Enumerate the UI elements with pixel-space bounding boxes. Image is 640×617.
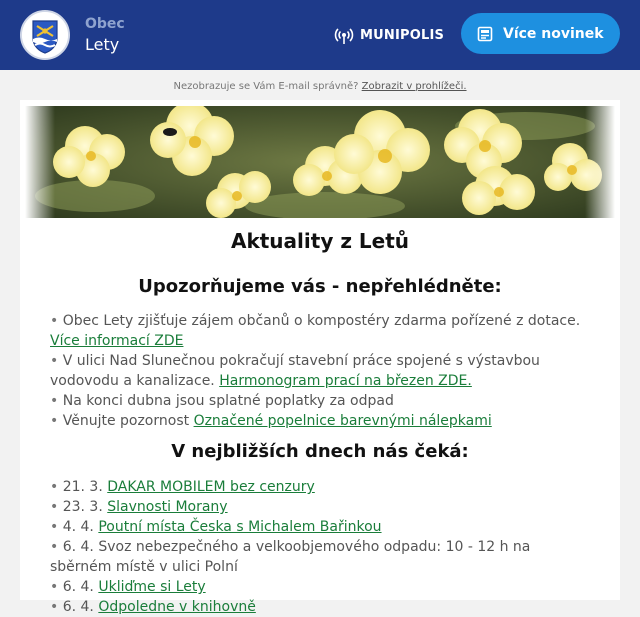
list-item: • 23. 3. Slavnosti Morany [50,499,228,515]
town-kind: Obec [85,16,125,32]
view-in-browser-link[interactable]: Zobrazit v prohlížeči. [361,81,467,92]
brand-label: MUNIPOLIS [360,27,445,43]
crest-icon[interactable] [20,10,70,60]
list-item: • V ulici Nad Slunečnou pokračují stavební práce spojené s výstavbou vodovodu a kanalizace. Harmonogram prací na březen ZDE. [50,353,540,389]
notice-text: Nezobrazuje se Vám E-mail správně? [173,81,359,92]
notices-list [50,311,595,431]
hero-image [25,106,615,218]
munipolis-logo[interactable] [334,24,444,46]
bin-stickers-link[interactable]: Označené popelnice barevnými nálepkami [193,413,492,429]
more-news-label: Více novinek [503,25,604,42]
view-in-browser-notice [0,81,640,92]
page-title: Aktuality z Letů [230,229,410,253]
broadcast-icon [334,25,354,45]
list-item: • 6. 4. Svoz nebezpečného a velkoobjemového odpadu: 10 - 12 h na sběrném místě v ulici Polní [50,539,531,575]
event-link-pilgrimage[interactable]: Poutní místa Česka s Michalem Bařinkou [98,519,382,535]
section-heading-notices: Upozorňujeme vás - nepřehlédněte: [138,276,502,297]
town-name: Lety [85,35,120,54]
list-item: • Obec Lety zjišťuje zájem občanů o kompostéry zdarma pořízené z dotace. Více informací ZDE [50,313,581,349]
news-icon [477,26,493,42]
event-link-cleanup[interactable]: Ukliďme si Lety [98,579,206,595]
events-list [50,477,595,617]
section-heading-events: V nejbližších dnech nás čeká: [171,441,469,462]
list-item: • Na konci dubna jsou splatné poplatky za odpad [50,393,394,409]
event-link-library[interactable]: Odpoledne v knihovně [98,599,256,615]
list-item: • Věnujte pozornost Označené popelnice barevnými nálepkami [50,413,492,429]
event-link-dakar[interactable]: DAKAR MOBILEM bez cenzury [107,479,315,495]
more-news-button[interactable] [461,13,620,54]
compost-info-link[interactable]: Více informací ZDE [50,333,184,349]
list-item: • 4. 4. Poutní místa Česka s Michalem Bařinkou [50,519,382,535]
list-item: • 21. 3. DAKAR MOBILEM bez cenzury [50,479,315,495]
list-item: • 6. 4. Ukliďme si Lety [50,579,206,595]
header-bar [0,0,640,70]
list-item: • 6. 4. Odpoledne v knihovně [50,599,256,615]
construction-schedule-link[interactable]: Harmonogram prací na březen ZDE. [219,373,472,389]
event-link-morana[interactable]: Slavnosti Morany [107,499,228,515]
